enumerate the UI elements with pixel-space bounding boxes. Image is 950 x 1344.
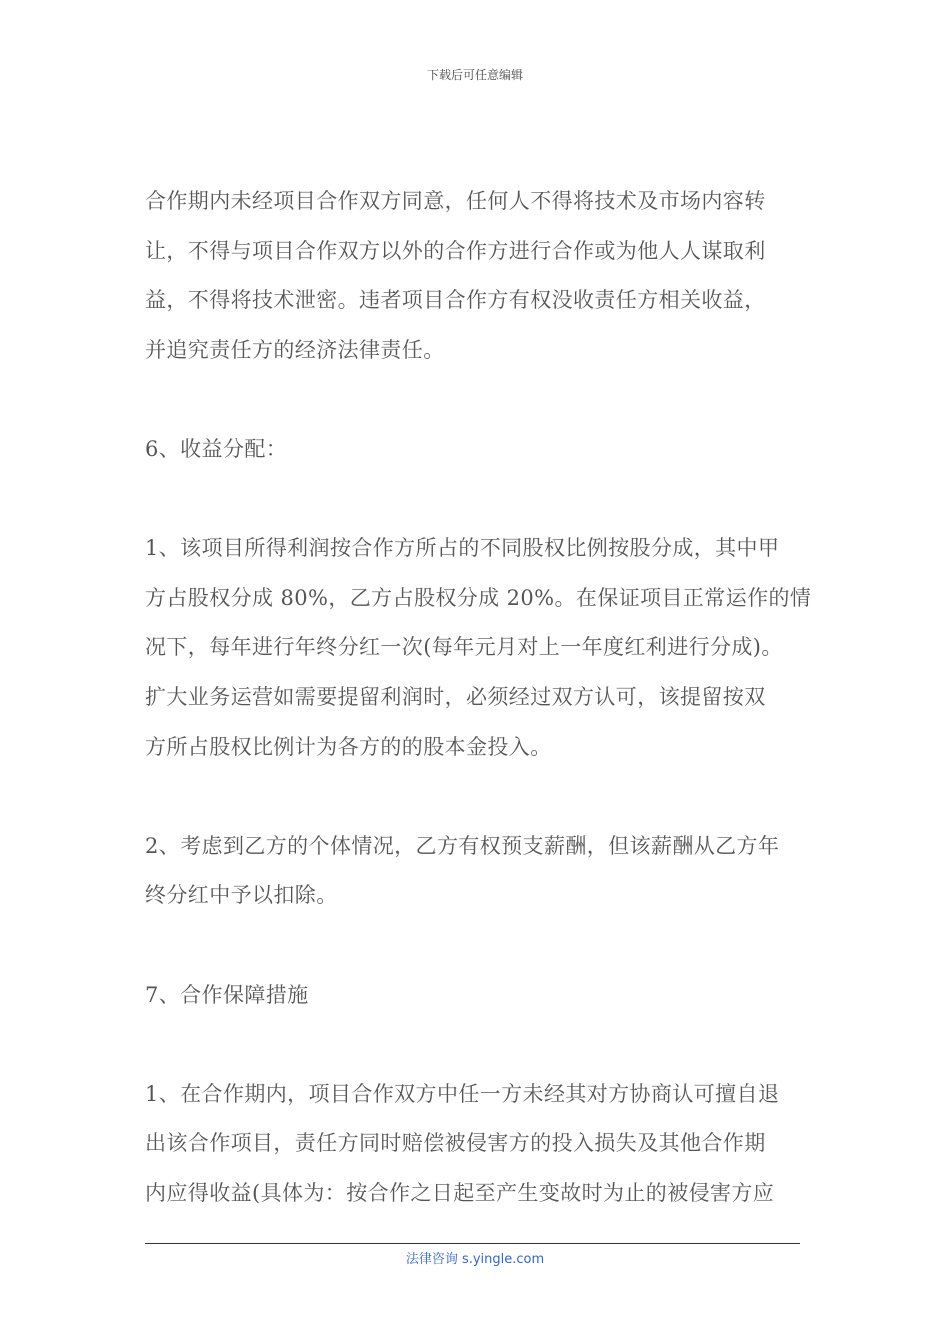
text-line: 方所占股权比例计为各方的的股本金投入。 <box>145 734 552 759</box>
paragraph-profit-share <box>145 524 825 772</box>
text-line: 2、考虑到乙方的个体情况，乙方有权预支薪酬，但该薪酬从乙方年 <box>145 833 780 858</box>
text-line: 内应得收益(具体为：按合作之日起至产生变故时为止的被侵害方应 <box>145 1180 775 1205</box>
paragraph-salary-advance <box>145 822 825 921</box>
text-line: 况下，每年进行年终分红一次(每年元月对上一年度红利进行分成)。 <box>145 635 783 660</box>
text-line: 扩大业务运营如需要提留利润时，必须经过双方认可，该提留按双 <box>145 684 766 709</box>
text-line: 益，不得将技术泄密。违者项目合作方有权没收责任方相关收益， <box>145 288 766 313</box>
paragraph-gap <box>145 475 825 525</box>
document-body <box>145 177 825 1218</box>
text-line: 并追究责任方的经济法律责任。 <box>145 337 445 362</box>
footer-divider <box>145 1243 800 1244</box>
text-line: 出该合作项目，责任方同时赔偿被侵害方的投入损失及其他合作期 <box>145 1131 766 1156</box>
page-header: 下载后可任意编辑 <box>426 68 523 82</box>
text-line: 合作期内未经项目合作双方同意，任何人不得将技术及市场内容转 <box>145 189 766 213</box>
footer-link[interactable]: 法律咨询 s.yingle.com <box>405 1252 545 1267</box>
text-line: 1、该项目所得利润按合作方所占的不同股权比例按股分成，其中甲 <box>145 536 780 561</box>
text-line: 方占股权分成 80%，乙方占股权分成 20%。在保证项目正常运作的情 <box>145 585 812 610</box>
paragraph-withdrawal <box>145 1070 825 1219</box>
paragraph-gap <box>145 375 825 425</box>
section-heading-profit-distribution: 6、收益分配： <box>145 436 288 461</box>
paragraph-gap <box>145 1020 825 1070</box>
section-heading-safeguards: 7、合作保障措施 <box>145 982 309 1007</box>
text-line: 1、在合作期内，项目合作双方中任一方未经其对方协商认可擅自退 <box>145 1081 780 1106</box>
text-line: 终分红中予以扣除。 <box>145 883 338 908</box>
text-line: 让，不得与项目合作双方以外的合作方进行合作或为他人人谋取利 <box>145 238 766 263</box>
paragraph-confidentiality <box>145 177 825 375</box>
paragraph-gap <box>145 921 825 971</box>
paragraph-gap <box>145 772 825 822</box>
